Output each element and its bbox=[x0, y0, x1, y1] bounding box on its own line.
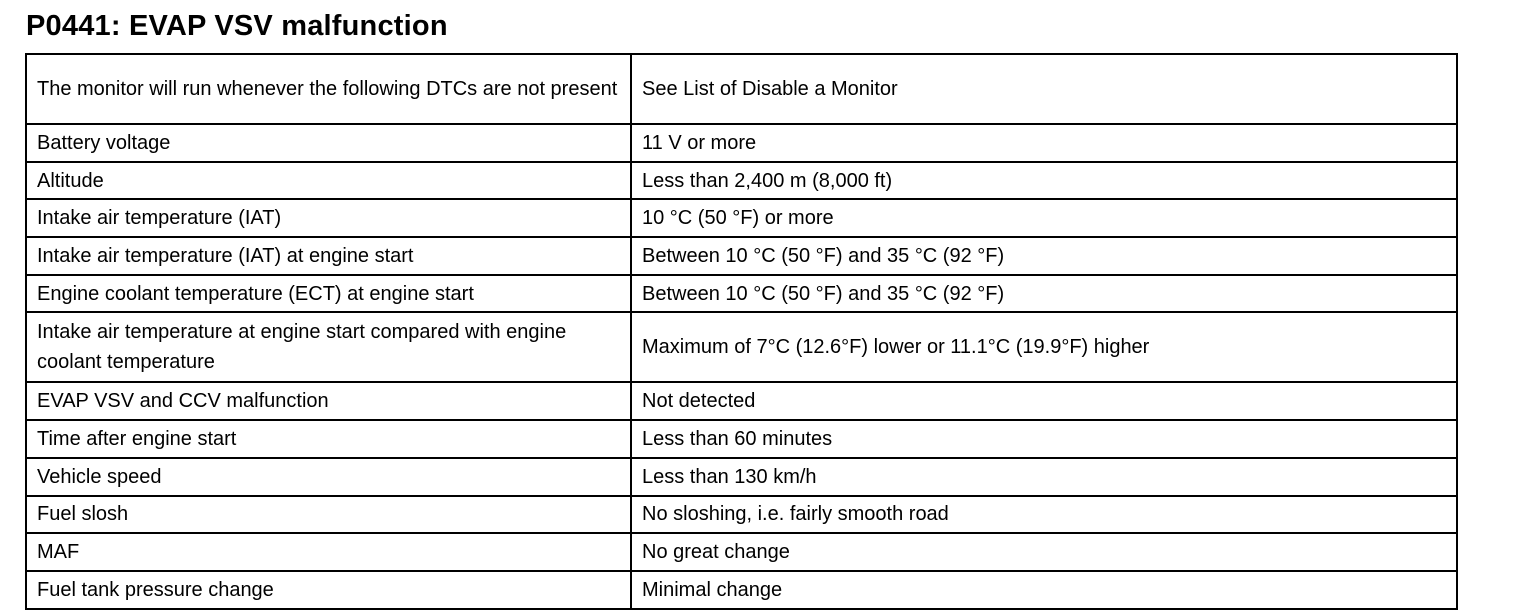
condition-cell: EVAP VSV and CCV malfunction bbox=[26, 382, 631, 420]
table-row bbox=[26, 54, 1457, 124]
condition-cell: Fuel slosh bbox=[26, 496, 631, 534]
page-title: P0441: EVAP VSV malfunction bbox=[26, 10, 448, 42]
condition-cell: Altitude bbox=[26, 162, 631, 200]
condition-cell: Battery voltage bbox=[26, 124, 631, 162]
table-row bbox=[26, 496, 1457, 534]
monitor-conditions-table bbox=[25, 53, 1458, 610]
value-cell: Between 10 °C (50 °F) and 35 °C (92 °F) bbox=[631, 237, 1457, 275]
table-row bbox=[26, 571, 1457, 609]
table-row bbox=[26, 237, 1457, 275]
table-row bbox=[26, 199, 1457, 237]
table-row bbox=[26, 382, 1457, 420]
value-cell: Less than 130 km/h bbox=[631, 458, 1457, 496]
condition-cell: MAF bbox=[26, 533, 631, 571]
condition-cell: Fuel tank pressure change bbox=[26, 571, 631, 609]
value-cell: See List of Disable a Monitor bbox=[631, 54, 1457, 124]
condition-cell: The monitor will run whenever the following DTCs are not present bbox=[26, 54, 631, 124]
value-cell: Between 10 °C (50 °F) and 35 °C (92 °F) bbox=[631, 275, 1457, 313]
table-row bbox=[26, 162, 1457, 200]
value-cell: 10 °C (50 °F) or more bbox=[631, 199, 1457, 237]
value-cell: Maximum of 7°C (12.6°F) lower or 11.1°C (19.9°F) higher bbox=[631, 312, 1457, 382]
value-cell: 11 V or more bbox=[631, 124, 1457, 162]
condition-cell: Intake air temperature (IAT) at engine start bbox=[26, 237, 631, 275]
value-cell: Minimal change bbox=[631, 571, 1457, 609]
table-row bbox=[26, 275, 1457, 313]
value-cell: Less than 60 minutes bbox=[631, 420, 1457, 458]
condition-cell: Time after engine start bbox=[26, 420, 631, 458]
condition-cell: Intake air temperature (IAT) bbox=[26, 199, 631, 237]
table-row bbox=[26, 533, 1457, 571]
value-cell: Not detected bbox=[631, 382, 1457, 420]
value-cell: No sloshing, i.e. fairly smooth road bbox=[631, 496, 1457, 534]
value-cell: No great change bbox=[631, 533, 1457, 571]
condition-cell: Engine coolant temperature (ECT) at engine start bbox=[26, 275, 631, 313]
value-cell: Less than 2,400 m (8,000 ft) bbox=[631, 162, 1457, 200]
table-row bbox=[26, 458, 1457, 496]
table-row bbox=[26, 420, 1457, 458]
condition-cell: Intake air temperature at engine start compared with engine coolant temperature bbox=[26, 312, 631, 382]
table-row bbox=[26, 312, 1457, 382]
condition-cell: Vehicle speed bbox=[26, 458, 631, 496]
table-row bbox=[26, 124, 1457, 162]
